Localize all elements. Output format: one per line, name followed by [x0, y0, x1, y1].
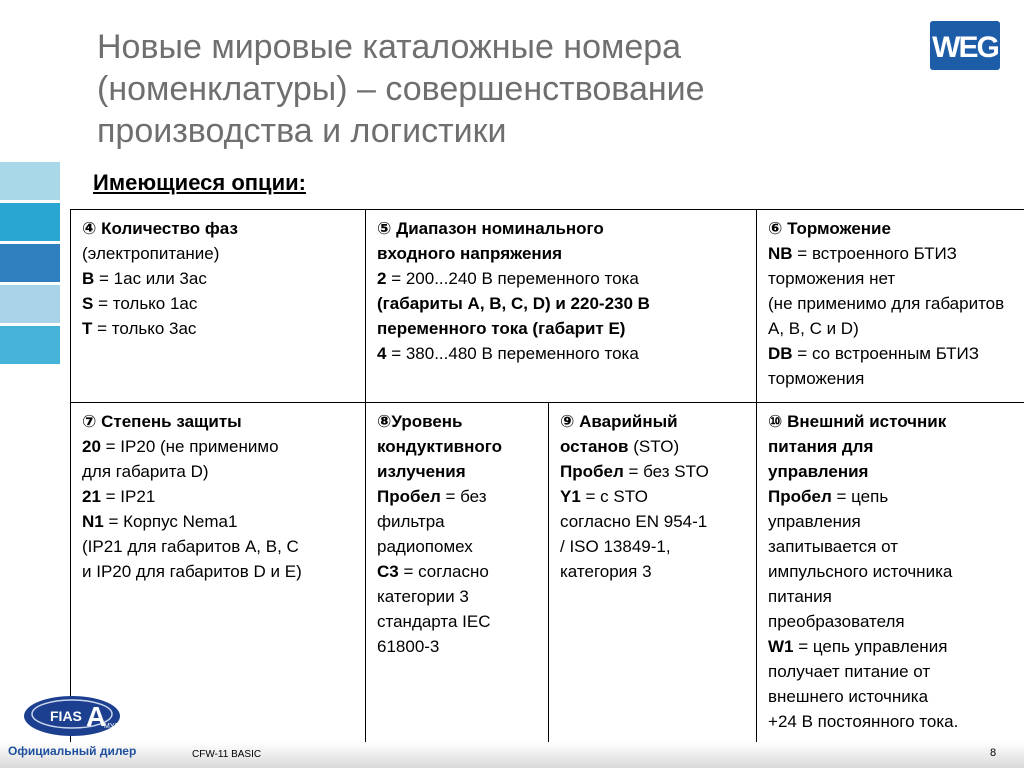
cell-text-bold: NB [768, 244, 793, 263]
cell-line [82, 241, 356, 266]
cell-line [377, 434, 539, 459]
cell-text: = Корпус Nema1 [103, 512, 238, 531]
cell-line [768, 434, 1015, 459]
cell-line [768, 216, 1015, 241]
cell-line [768, 634, 1015, 659]
side-decor-strips [0, 162, 60, 367]
cell-text-bold: ⑦ Степень защиты [82, 412, 242, 431]
dealer-logo-text: FIAS [50, 708, 82, 724]
cell-line [768, 459, 1015, 484]
cell-text: стандарта IEC [377, 612, 491, 631]
title-line-3: производства и логистики [97, 112, 507, 150]
cell-line [768, 291, 1015, 316]
cell-text: торможения [768, 369, 865, 388]
cell-line [768, 266, 1015, 291]
cell-text: питания [768, 587, 832, 606]
cell-text-bold: 20 [82, 437, 101, 456]
cell-text: / ISO 13849-1, [560, 537, 671, 556]
cell-text-bold: W1 [768, 637, 794, 656]
cell-line [560, 559, 747, 584]
cell-text-bold: Пробел [377, 487, 441, 506]
cell-text-bold: C3 [377, 562, 399, 581]
cell-text-bold: излучения [377, 462, 466, 481]
cell-text-bold: ⑩ Внешний источник [768, 412, 947, 431]
cell-line [377, 559, 539, 584]
cell-line [82, 216, 356, 241]
cell-text-bold: (габариты A, B, C, D) и 220-230 В [377, 294, 650, 313]
cell-line [768, 684, 1015, 709]
weg-logo-text: WEG [932, 31, 998, 64]
cell-text-bold: 4 [377, 344, 387, 363]
cell-line [768, 341, 1015, 366]
cell-text-bold: ⑤ Диапазон номинального [377, 219, 604, 238]
cell-text: (IP21 для габаритов A, B, C [82, 537, 299, 556]
cell-line [768, 584, 1015, 609]
cell-line [768, 316, 1015, 341]
side-strip [0, 203, 60, 241]
cell-text: согласно EN 954-1 [560, 512, 708, 531]
cell-text: категория 3 [560, 562, 652, 581]
cell-text: = 1ac или 3ac [94, 269, 207, 288]
cell-text-bold: управления [768, 462, 869, 481]
cell-text-bold: ④ Количество фаз [82, 219, 238, 238]
cell-line [768, 559, 1015, 584]
cell-text: A, B, C и D) [768, 319, 859, 338]
cell-text-bold: Y1 [560, 487, 581, 506]
product-name: CFW-11 BASIC [192, 749, 262, 760]
cell-line [82, 459, 356, 484]
cell-text-bold: B [82, 269, 95, 288]
cell-text: = цепь [831, 487, 889, 506]
cell-text: = IP20 (не применимо [100, 437, 279, 456]
side-strip [0, 285, 60, 323]
cell-line [768, 609, 1015, 634]
cell-external-supply [757, 403, 1024, 743]
cell-line [768, 241, 1015, 266]
side-strip [0, 244, 60, 282]
side-strip [0, 162, 60, 200]
cell-line [560, 509, 747, 534]
cell-line [768, 509, 1015, 534]
cell-line [377, 316, 747, 341]
cell-text: = без STO [623, 462, 709, 481]
cell-text-bold: ⑥ Торможение [768, 219, 891, 238]
cell-text-bold: 21 [82, 487, 101, 506]
cell-text: (электропитание) [82, 244, 220, 263]
cell-text: (не применимо для габаритов [768, 294, 1005, 313]
cell-text: = без [440, 487, 487, 506]
cell-text: получает питание от [768, 662, 931, 681]
title-line-1: Новые мировые каталожные номера [97, 28, 682, 66]
cell-line [377, 216, 747, 241]
cell-line [82, 409, 356, 434]
cell-line [560, 534, 747, 559]
cell-text: = 380...480 В переменного тока [386, 344, 639, 363]
cell-text-bold: T [82, 319, 93, 338]
cell-line [560, 484, 747, 509]
cell-line [82, 559, 356, 584]
cell-text-bold: Пробел [560, 462, 624, 481]
cell-line [377, 409, 539, 434]
cell-text: и IP20 для габаритов D и E) [82, 562, 302, 581]
cell-text-bold: останов [560, 437, 629, 456]
options-subtitle: Имеющиеся опции: [93, 170, 306, 195]
cell-line [377, 484, 539, 509]
cell-text: внешнего источника [768, 687, 929, 706]
options-row-2 [71, 403, 1024, 743]
title-line-2: (номенклатуры) – совершенствование [97, 70, 705, 108]
dealer-logo-small: МУД [104, 723, 119, 730]
cell-text: импульсного источника [768, 562, 953, 581]
cell-line [82, 509, 356, 534]
cell-text-bold: входного напряжения [377, 244, 563, 263]
dealer-logo [22, 690, 122, 740]
side-strip [0, 326, 60, 364]
cell-line [82, 484, 356, 509]
cell-line [82, 316, 356, 341]
cell-text: = со встроенным БТИЗ [792, 344, 979, 363]
cell-text: = 200...240 В переменного тока [386, 269, 639, 288]
dealer-logo-letter: A [86, 701, 107, 732]
cell-safe-stop [549, 403, 757, 743]
page-title [97, 26, 917, 152]
cell-text: = согласно [398, 562, 489, 581]
cell-line [82, 434, 356, 459]
cell-line [82, 291, 356, 316]
cell-braking [757, 210, 1024, 403]
cell-voltage [366, 210, 757, 403]
cell-line [377, 534, 539, 559]
cell-line [377, 634, 539, 659]
cell-line [768, 709, 1015, 734]
cell-line [377, 459, 539, 484]
cell-text-bold: DB [768, 344, 793, 363]
cell-text: = только 3ac [92, 319, 197, 338]
cell-text-bold: питания для [768, 437, 874, 456]
cell-text: 61800-3 [377, 637, 440, 656]
footer-band [0, 742, 1024, 768]
cell-line [768, 534, 1015, 559]
cell-line [377, 241, 747, 266]
cell-text-bold: 2 [377, 269, 387, 288]
cell-text: преобразователя [768, 612, 905, 631]
cell-line [377, 341, 747, 366]
cell-text-bold: ⑨ Аварийный [560, 412, 678, 431]
cell-line [377, 584, 539, 609]
cell-line [768, 484, 1015, 509]
cell-text: = только 1ac [93, 294, 198, 313]
official-dealer-label: Официальный дилер [8, 744, 137, 758]
cell-line [82, 266, 356, 291]
cell-text-bold: кондуктивного [377, 437, 503, 456]
cell-line [377, 266, 747, 291]
cell-text: (STO) [628, 437, 680, 456]
cell-text: = с STO [580, 487, 649, 506]
page-number: 8 [990, 747, 997, 759]
cell-text: +24 В постоянного тока. [768, 712, 959, 731]
cell-line [560, 459, 747, 484]
cell-line [377, 609, 539, 634]
cell-text: для габарита D) [82, 462, 209, 481]
cell-text-bold: S [82, 294, 94, 313]
cell-text: категории 3 [377, 587, 469, 606]
cell-text: = цепь управления [793, 637, 948, 656]
cell-line [768, 409, 1015, 434]
cell-text: запитывается от [768, 537, 899, 556]
cell-text-bold: N1 [82, 512, 104, 531]
cell-text-bold: ⑧Уровень [377, 412, 463, 431]
options-table [70, 209, 1024, 742]
cell-line [768, 366, 1015, 391]
cell-line [377, 509, 539, 534]
cell-text: = IP21 [100, 487, 156, 506]
cell-line [560, 409, 747, 434]
cell-text-bold: переменного тока (габарит E) [377, 319, 626, 338]
cell-text: = встроенного БТИЗ [792, 244, 957, 263]
cell-text: управления [768, 512, 861, 531]
options-row-1 [71, 210, 1024, 403]
cell-phases [71, 210, 366, 403]
cell-emission [366, 403, 549, 743]
cell-text: фильтра [377, 512, 445, 531]
weg-logo [930, 21, 1000, 70]
cell-text-bold: Пробел [768, 487, 832, 506]
cell-line [377, 291, 747, 316]
cell-text: радиопомех [377, 537, 473, 556]
cell-line [82, 534, 356, 559]
cell-line [768, 659, 1015, 684]
cell-text: торможения нет [768, 269, 896, 288]
cell-line [560, 434, 747, 459]
